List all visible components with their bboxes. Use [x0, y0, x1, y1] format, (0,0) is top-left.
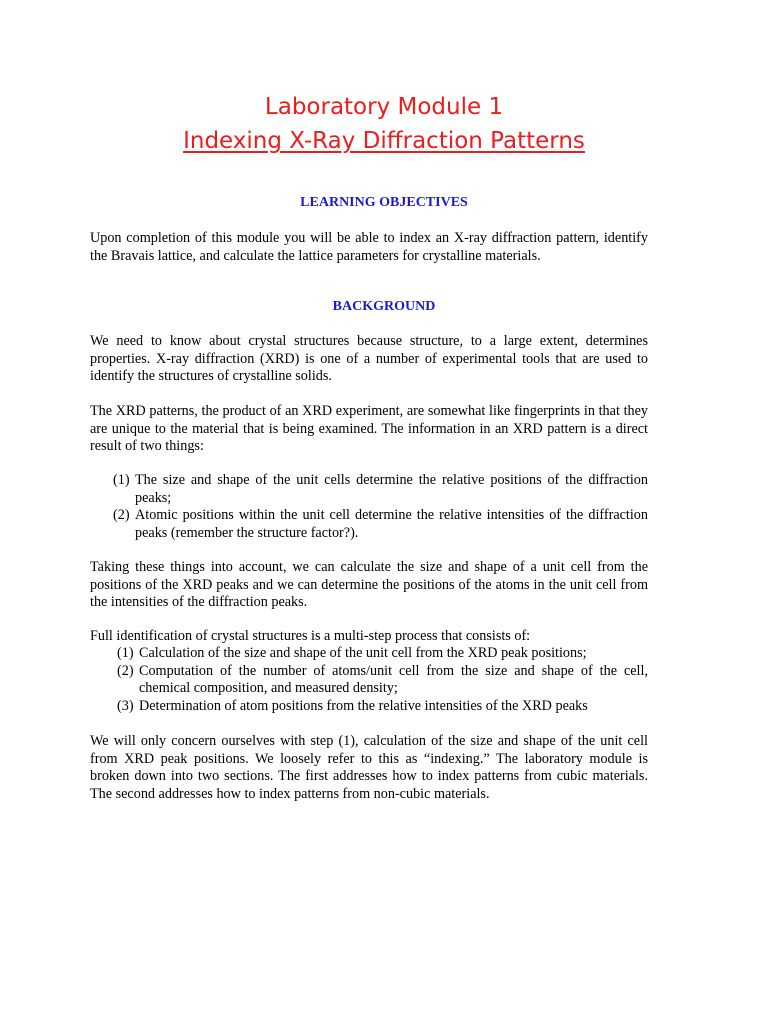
list-item-number: (2)	[117, 662, 134, 679]
title-line-2: Indexing X-Ray Diffraction Patterns	[183, 128, 585, 154]
list-item-text: The size and shape of the unit cells determine the relative positions of the diffraction peaks;	[135, 472, 648, 506]
list-item-text: Determination of atom positions from the relative intensities of the XRD peaks	[139, 697, 588, 714]
background-paragraph-5: We will only concern ourselves with step (1), calculation of the size and shape of the unit cell from XRD peak positions. We loosely refer to this as “indexing.” The laboratory module is broken down into two sections. The first addresses how to index patterns from cubic materials. The second addresses how to index patterns from non-cubic materials.	[90, 733, 648, 802]
list-item-text: Computation of the number of atoms/unit cell from the size and shape of the cell, chemical composition, and measured density;	[139, 662, 648, 697]
process-steps-list	[117, 645, 648, 715]
list-item	[117, 698, 648, 716]
list-item	[113, 472, 648, 507]
list-item-number: (3)	[117, 697, 134, 714]
determinants-list	[113, 472, 648, 542]
list-item-number: (1)	[113, 472, 130, 488]
background-paragraph-4: Full identification of crystal structures is a multi-step process that consists of:	[90, 628, 531, 644]
list-item	[113, 507, 648, 542]
background-paragraph-3: Taking these things into account, we can calculate the size and shape of a unit cell from the positions of the XRD peaks and we can determine the positions of the atoms in the unit cell from the intensities of the diffraction peaks.	[90, 559, 648, 611]
document-title	[0, 90, 768, 158]
list-item-number: (1)	[117, 645, 134, 661]
background-paragraph-2: The XRD patterns, the product of an XRD experiment, are somewhat like fingerprints in that they are unique to the material that is being examined. The information in an XRD pattern is a direct result of two things:	[90, 403, 648, 455]
background-paragraph-1: We need to know about crystal structures because structure, to a large extent, determines properties. X-ray diffraction (XRD) is one of a number of experimental tools that are used to identify the structures of crystalline solids.	[90, 333, 648, 385]
title-line-1: Laboratory Module 1	[264, 94, 504, 120]
list-item	[117, 663, 648, 698]
list-item	[117, 645, 648, 663]
learning-objectives-heading: LEARNING OBJECTIVES	[300, 195, 468, 210]
list-item-number: (2)	[113, 507, 130, 524]
learning-objectives-paragraph: Upon completion of this module you will be able to index an X-ray diffraction pattern, identify the Bravais lattice, and calculate the lattice parameters for crystalline materials.	[90, 230, 648, 264]
background-heading: BACKGROUND	[332, 299, 436, 314]
list-item-text: Atomic positions within the unit cell determine the relative intensities of the diffraction peaks (remember the structure factor?).	[135, 507, 648, 541]
list-item-text: Calculation of the size and shape of the unit cell from the XRD peak positions;	[139, 645, 587, 661]
